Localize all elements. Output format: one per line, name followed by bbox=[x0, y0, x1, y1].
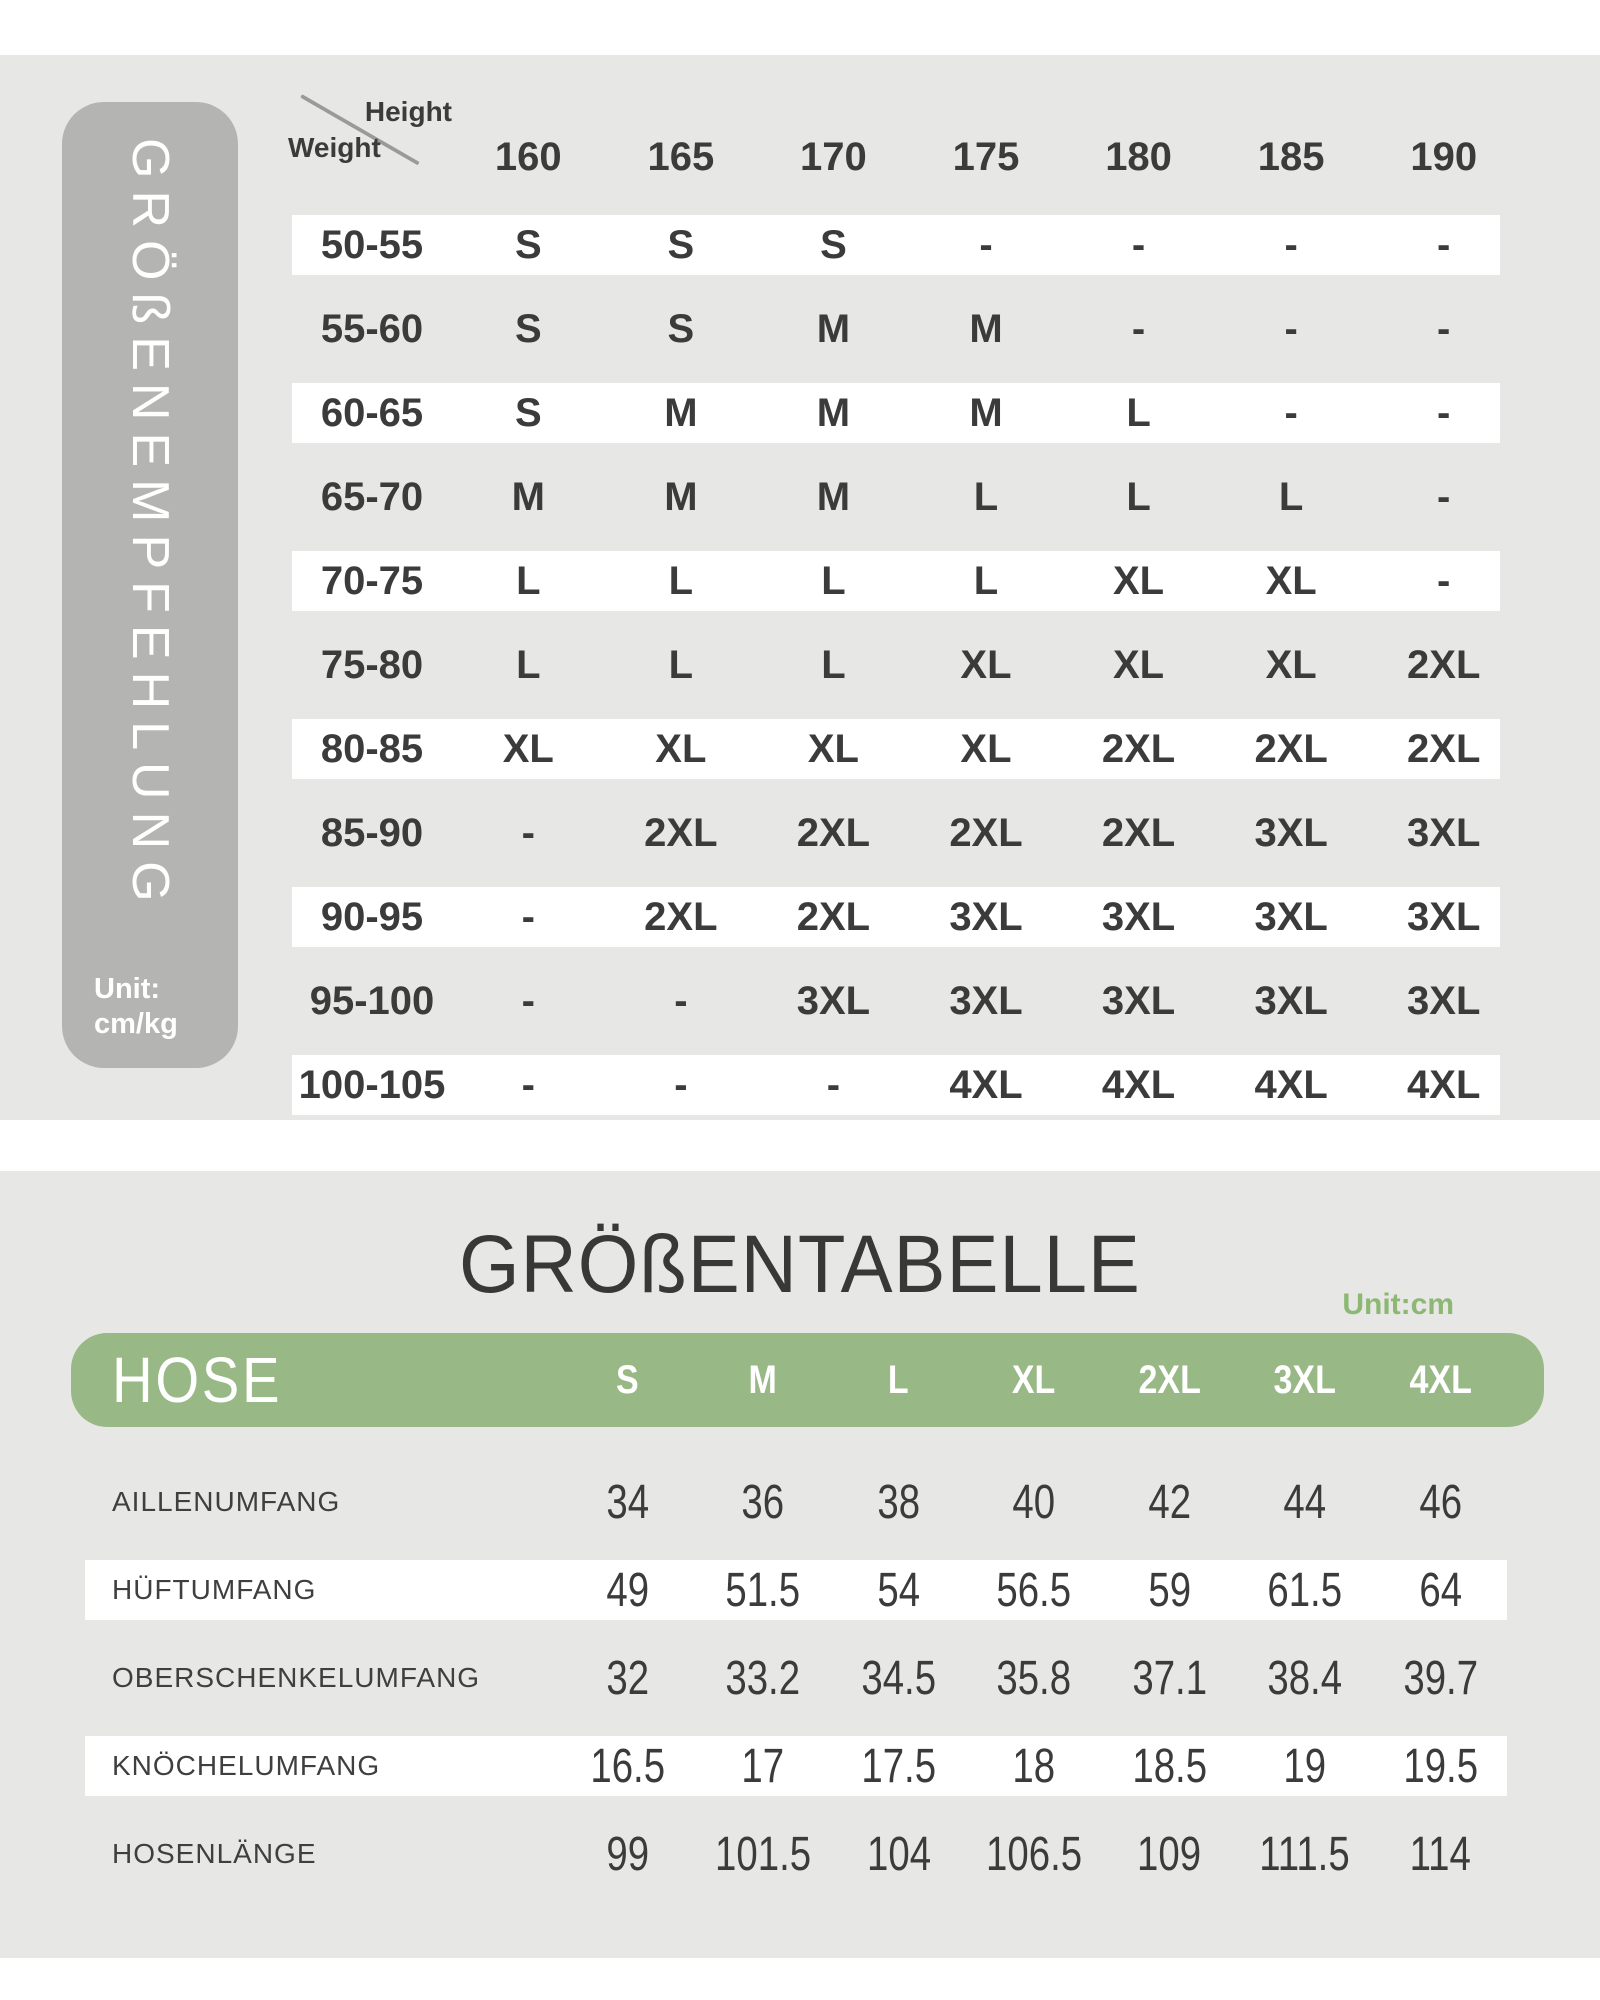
size-cell: M bbox=[816, 390, 851, 435]
size-column-header bbox=[1373, 1358, 1508, 1403]
measurement-value: 64 bbox=[1418, 1563, 1462, 1617]
measurement-value: 59 bbox=[1148, 1563, 1191, 1617]
size-cell: - bbox=[1437, 222, 1451, 267]
measurement-value: 40 bbox=[1012, 1475, 1056, 1529]
size-cell: M bbox=[969, 306, 1003, 351]
weight-row-label: 70-75 bbox=[320, 558, 424, 603]
weight-row bbox=[292, 887, 1520, 947]
size-cell: 2XL bbox=[1101, 810, 1176, 855]
size-cell: M bbox=[816, 306, 851, 351]
measurement-value-cell bbox=[966, 1827, 1101, 1882]
measurement-row bbox=[85, 1472, 1508, 1532]
weight-row bbox=[292, 551, 1520, 611]
measurement-value: 38 bbox=[877, 1475, 920, 1529]
unit-label-line1: Unit: bbox=[94, 973, 161, 1005]
size-cell: - bbox=[1437, 306, 1451, 351]
measurement-value-cell bbox=[1237, 1739, 1372, 1794]
height-column-header: 160 bbox=[494, 134, 562, 179]
unit-label-line2: cm/kg bbox=[94, 1008, 178, 1040]
size-table-title-text: GRÖßENTABELLE bbox=[459, 1219, 1141, 1310]
size-cell: - bbox=[1284, 390, 1298, 435]
sidebar-title: GRÖßENEMPFEHLUNG bbox=[121, 138, 179, 914]
size-cell: L bbox=[516, 558, 541, 603]
size-cell: - bbox=[1131, 222, 1146, 267]
size-cell: S bbox=[667, 222, 695, 267]
measurement-row-label: OBERSCHENKELUMFANG bbox=[112, 1662, 481, 1693]
measurement-value: 38.4 bbox=[1267, 1651, 1343, 1705]
size-cell: L bbox=[973, 558, 999, 603]
measurement-value-cell bbox=[1373, 1739, 1508, 1794]
size-cell: 2XL bbox=[949, 810, 1023, 855]
size-cell: - bbox=[1284, 222, 1298, 267]
measurement-value: 101.5 bbox=[715, 1827, 812, 1881]
measurement-value-cell bbox=[966, 1651, 1101, 1706]
size-cell: 4XL bbox=[949, 1062, 1023, 1107]
measurement-value-cell bbox=[966, 1563, 1101, 1618]
height-column-header: 180 bbox=[1105, 134, 1172, 179]
measurement-value: 56.5 bbox=[996, 1563, 1072, 1617]
measurement-value-cell bbox=[695, 1563, 830, 1618]
measurement-value: 99 bbox=[606, 1827, 650, 1881]
measurement-value-cell bbox=[1237, 1563, 1372, 1618]
measurement-value-cell bbox=[1102, 1739, 1237, 1794]
size-cell: 2XL bbox=[796, 810, 871, 855]
size-cell: XL bbox=[1113, 558, 1165, 603]
measurement-value: 17 bbox=[741, 1739, 785, 1793]
weight-row-label: 90-95 bbox=[320, 894, 424, 939]
measurement-value: 49 bbox=[606, 1563, 650, 1617]
size-cell: - bbox=[521, 810, 535, 855]
height-axis-label: Height bbox=[364, 96, 452, 127]
measurement-row bbox=[85, 1648, 1508, 1708]
height-header-row bbox=[292, 127, 1520, 187]
weight-row bbox=[292, 383, 1520, 443]
measurement-value: 35.8 bbox=[996, 1651, 1072, 1705]
height-column-header: 170 bbox=[800, 134, 867, 179]
measurement-value-cell bbox=[966, 1739, 1101, 1794]
size-cell: - bbox=[521, 894, 535, 939]
weight-row-label: 50-55 bbox=[320, 222, 424, 267]
size-cell: L bbox=[668, 642, 694, 687]
measurement-row bbox=[85, 1824, 1508, 1884]
height-column-header: 190 bbox=[1410, 134, 1478, 179]
weight-row bbox=[292, 971, 1520, 1031]
size-cell: 3XL bbox=[1407, 810, 1481, 855]
measurement-value: 34.5 bbox=[861, 1651, 936, 1705]
measurement-value: 111.5 bbox=[1259, 1827, 1351, 1881]
size-cell: 3XL bbox=[1101, 978, 1176, 1023]
size-column-header-text: M bbox=[748, 1357, 778, 1402]
measurement-value: 18.5 bbox=[1132, 1739, 1207, 1793]
height-column-header: 185 bbox=[1257, 134, 1325, 179]
size-cell: 4XL bbox=[1407, 1062, 1481, 1107]
measurement-value: 114 bbox=[1409, 1827, 1471, 1881]
size-cell: 4XL bbox=[1254, 1062, 1328, 1107]
size-cell: 3XL bbox=[1101, 894, 1176, 939]
size-recommendation-sidebar bbox=[62, 102, 238, 1068]
size-column-header bbox=[1237, 1358, 1372, 1403]
weight-row-label: 55-60 bbox=[320, 306, 424, 351]
measurement-value-cell bbox=[560, 1739, 695, 1794]
size-column-header-text: 3XL bbox=[1273, 1357, 1337, 1402]
size-cell: 3XL bbox=[796, 978, 871, 1023]
weight-row-label: 95-100 bbox=[309, 978, 435, 1023]
weight-row-label: 65-70 bbox=[320, 474, 424, 519]
measurement-value-cell bbox=[560, 1651, 695, 1706]
size-cell: M bbox=[969, 390, 1003, 435]
weight-row bbox=[292, 719, 1520, 779]
product-label-cell bbox=[85, 1343, 560, 1417]
size-cell: - bbox=[1131, 306, 1146, 351]
measurement-value-cell bbox=[560, 1563, 695, 1618]
size-cell: 2XL bbox=[1101, 726, 1176, 771]
size-column-header-text: XL bbox=[1012, 1357, 1056, 1402]
size-column-header-text: 2XL bbox=[1138, 1357, 1201, 1402]
size-column-header bbox=[695, 1358, 830, 1403]
size-cell: - bbox=[674, 978, 688, 1023]
weight-row-label: 80-85 bbox=[320, 726, 424, 771]
measurement-value-cell bbox=[1373, 1651, 1508, 1706]
size-cell: - bbox=[1437, 474, 1451, 519]
measurement-value: 104 bbox=[866, 1827, 931, 1881]
weight-row-label: 75-80 bbox=[320, 642, 424, 687]
measurement-value: 18 bbox=[1012, 1739, 1056, 1793]
measurement-row-label: HÜFTUMFANG bbox=[112, 1574, 317, 1605]
size-cell: XL bbox=[1265, 558, 1317, 603]
size-column-header bbox=[560, 1358, 695, 1403]
size-column-header bbox=[1102, 1358, 1237, 1403]
measurement-value: 44 bbox=[1283, 1475, 1327, 1529]
height-column-header: 175 bbox=[952, 134, 1020, 179]
size-cell: - bbox=[979, 222, 993, 267]
size-column-header-text: 4XL bbox=[1409, 1357, 1472, 1402]
measurement-value-cell bbox=[695, 1651, 830, 1706]
weight-row-label: 100-105 bbox=[298, 1062, 446, 1107]
measurement-value: 32 bbox=[606, 1651, 650, 1705]
measurement-value: 46 bbox=[1418, 1475, 1462, 1529]
measurement-value: 17.5 bbox=[861, 1739, 936, 1793]
size-cell: - bbox=[1437, 558, 1451, 603]
measurement-value: 16.5 bbox=[590, 1739, 666, 1793]
size-cell: M bbox=[511, 474, 545, 519]
unit-label bbox=[94, 972, 178, 1042]
size-cell: 3XL bbox=[949, 894, 1023, 939]
measurement-value-cell bbox=[1102, 1563, 1237, 1618]
measurement-row-label: AILLENUMFANG bbox=[112, 1486, 341, 1517]
measurement-value: 37.1 bbox=[1132, 1651, 1207, 1705]
measurement-value-cell bbox=[831, 1475, 966, 1530]
measurement-value-cell bbox=[560, 1475, 695, 1530]
measurement-value: 61.5 bbox=[1267, 1563, 1343, 1617]
size-cell: - bbox=[1437, 390, 1451, 435]
size-cell: 2XL bbox=[796, 894, 871, 939]
size-cell: - bbox=[674, 1062, 688, 1107]
weight-row-label: 85-90 bbox=[320, 810, 424, 855]
measurement-value: 33.2 bbox=[725, 1651, 801, 1705]
measurement-value-cell bbox=[831, 1563, 966, 1618]
size-cell: S bbox=[667, 306, 695, 351]
size-cell: S bbox=[514, 390, 542, 435]
size-cell: S bbox=[820, 222, 847, 267]
measurement-value: 19.5 bbox=[1402, 1739, 1478, 1793]
measurement-value-cell bbox=[1102, 1475, 1237, 1530]
measurement-value-cell bbox=[1373, 1563, 1508, 1618]
size-cell: 3XL bbox=[1254, 810, 1328, 855]
size-cell: 2XL bbox=[644, 894, 718, 939]
size-column-header-text: S bbox=[616, 1357, 640, 1402]
weight-row bbox=[292, 299, 1520, 359]
size-column-header-text: L bbox=[888, 1357, 909, 1402]
measurement-value: 19 bbox=[1283, 1739, 1327, 1793]
sidebar-title-wrap bbox=[62, 138, 238, 914]
size-cell: L bbox=[973, 474, 999, 519]
size-cell: - bbox=[521, 978, 535, 1023]
measurement-value-cell bbox=[1237, 1651, 1372, 1706]
measurement-value-cell bbox=[1102, 1651, 1237, 1706]
measurement-row bbox=[85, 1560, 1508, 1620]
size-cell: - bbox=[826, 1062, 841, 1107]
measurement-value-cell bbox=[1237, 1827, 1372, 1882]
size-cell: S bbox=[514, 222, 542, 267]
measurement-value-cell bbox=[1102, 1827, 1237, 1882]
measurement-row bbox=[85, 1736, 1508, 1796]
size-cell: M bbox=[816, 474, 851, 519]
weight-row bbox=[292, 467, 1520, 527]
weight-row bbox=[292, 1055, 1520, 1115]
size-cell: 4XL bbox=[1101, 1062, 1176, 1107]
unit-cm-label: Unit:cm bbox=[1342, 1288, 1454, 1321]
measurement-value: 42 bbox=[1148, 1475, 1191, 1529]
measurement-value-cell bbox=[1373, 1827, 1508, 1882]
size-cell: XL bbox=[655, 726, 707, 771]
measurement-value-cell bbox=[695, 1827, 830, 1882]
size-cell: 3XL bbox=[1254, 894, 1328, 939]
measurement-value-cell bbox=[695, 1739, 830, 1794]
size-cell: 3XL bbox=[1407, 894, 1481, 939]
size-cell: 2XL bbox=[1254, 726, 1328, 771]
measurement-value-cell bbox=[695, 1475, 830, 1530]
measurement-value: 39.7 bbox=[1402, 1651, 1478, 1705]
size-cell: L bbox=[1126, 390, 1151, 435]
size-cell: M bbox=[664, 474, 698, 519]
measurement-value: 109 bbox=[1137, 1827, 1202, 1881]
measurement-value-cell bbox=[560, 1827, 695, 1882]
size-cell: - bbox=[521, 1062, 535, 1107]
size-cell: XL bbox=[807, 726, 859, 771]
size-cell: XL bbox=[502, 726, 554, 771]
size-cell: M bbox=[664, 390, 698, 435]
measurement-value-cell bbox=[831, 1739, 966, 1794]
size-cell: L bbox=[516, 642, 541, 687]
measurement-value: 106.5 bbox=[985, 1827, 1083, 1881]
weight-row-label: 60-65 bbox=[320, 390, 424, 435]
size-cell: - bbox=[1284, 306, 1298, 351]
measurement-value-cell bbox=[1373, 1475, 1508, 1530]
size-cell: XL bbox=[1113, 642, 1165, 687]
weight-row bbox=[292, 803, 1520, 863]
table-header-grid bbox=[85, 1333, 1508, 1427]
height-column-header: 165 bbox=[647, 134, 715, 179]
size-cell: 3XL bbox=[1407, 978, 1481, 1023]
size-column-header bbox=[966, 1358, 1101, 1403]
measurement-value-cell bbox=[831, 1827, 966, 1882]
size-cell: L bbox=[821, 558, 846, 603]
measurement-value: 54 bbox=[877, 1563, 920, 1617]
weight-row bbox=[292, 635, 1520, 695]
size-cell: L bbox=[821, 642, 846, 687]
size-cell: 2XL bbox=[644, 810, 718, 855]
measurement-value: 51.5 bbox=[725, 1563, 801, 1617]
measurement-value-cell bbox=[831, 1651, 966, 1706]
measurement-value: 34 bbox=[606, 1475, 650, 1529]
product-label: HOSE bbox=[112, 1344, 283, 1416]
measurement-value-cell bbox=[1237, 1475, 1372, 1530]
size-cell: XL bbox=[1265, 642, 1317, 687]
weight-row bbox=[292, 215, 1520, 275]
measurement-row-label: HOSENLÄNGE bbox=[112, 1838, 317, 1869]
size-cell: S bbox=[514, 306, 542, 351]
weight-axis-label: Weight bbox=[288, 132, 381, 163]
size-cell: L bbox=[668, 558, 694, 603]
size-cell: 2XL bbox=[1407, 726, 1481, 771]
size-cell: L bbox=[1126, 474, 1151, 519]
size-column-header bbox=[831, 1358, 966, 1403]
size-cell: XL bbox=[960, 726, 1012, 771]
measurement-row-label: KNÖCHELUMFANG bbox=[112, 1750, 381, 1781]
measurement-value: 36 bbox=[741, 1475, 785, 1529]
measurement-value-cell bbox=[966, 1475, 1101, 1530]
size-cell: XL bbox=[960, 642, 1012, 687]
size-cell: 2XL bbox=[1407, 642, 1481, 687]
size-cell: 3XL bbox=[949, 978, 1023, 1023]
size-cell: 3XL bbox=[1254, 978, 1328, 1023]
size-cell: L bbox=[1278, 474, 1304, 519]
